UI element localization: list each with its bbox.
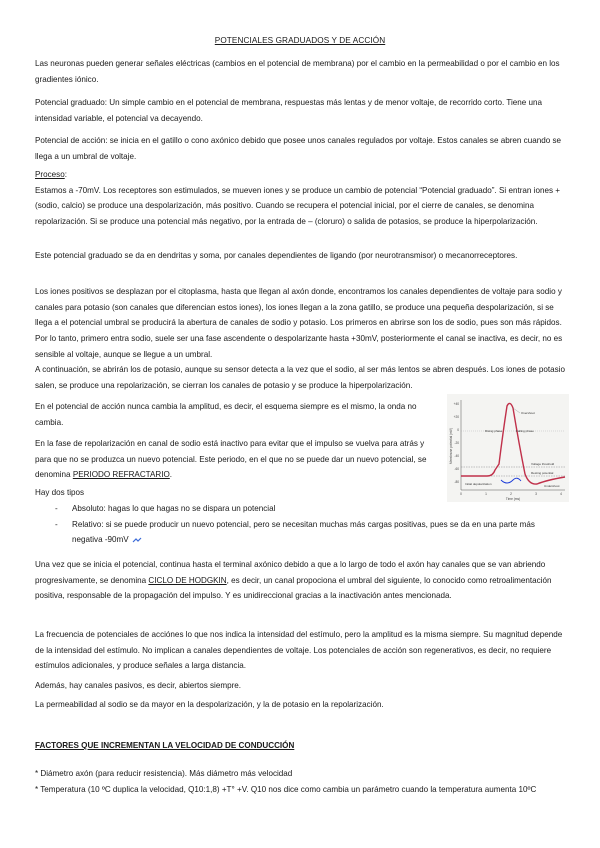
permeability-paragraph: La permeabilidad al sodio se da mayor en la despolarización, y la de potasio en la repolarización. xyxy=(35,700,384,709)
initial-depolarization-label: Initial depolarization xyxy=(465,482,492,486)
falling-phase-label: Falling phase xyxy=(516,429,534,433)
factor-temperature: * Temperatura (10 ºC duplica la velocidad, Q10:1,8) +T° +V. Q10 nos dice como cambia un parámetro cuando la temperatura aumenta 10ºC xyxy=(35,785,537,794)
graded-location-paragraph: Este potencial graduado se da en dendritas y soma, por canales dependientes de ligando (por neurotransmisor) o mecanorreceptores. xyxy=(35,251,518,260)
hodgkin-paragraph: Una vez que se inicia el potencial, continua hasta el terminal axónico debido a que a lo largo de todo el axón hay canales que se van abriendo progresivamente, se denomina CICLO DE HODGKIN, es decir, un canal propociona el umbral del siguiente, lo conocido como retroalimentación positiva, responsable de la propagación del impulso. Y es unidireccional gracias a la inactivación antes mencionada. xyxy=(35,560,552,601)
process-heading: Proceso xyxy=(35,170,65,179)
refractory-term: PERIODO REFRACTARIO xyxy=(72,470,170,480)
refractory-paragraph: En la fase de repolarización en canal de sodio está inactivo para evitar que el impulso se vuelva para atrás y para que no se produzca un nuevo potencial. Este periodo, en el que no se puede dar un nuevo potencial, se denomina PERIODO REFRACTARIO. xyxy=(35,439,427,480)
x-tick-label: 0 xyxy=(460,492,462,496)
frequency-paragraph: La frecuencia de potenciales de acciónes lo que nos indica la intensidad del estímulo, pero la amplitud es la misma siempre. Su magnitud depende de la intensidad del estímulo. No implican a canales dependientes de voltaje. Los potenciales de acción son regenerativos, es decir, no requiere estímulos adicionales, y produce señales a larga distancia. xyxy=(35,630,563,671)
x-tick-label: 3 xyxy=(535,492,537,496)
threshold-label: Voltage threshold xyxy=(531,462,555,466)
hodgkin-term: CICLO DE HODGKIN xyxy=(148,575,227,585)
continuation-paragraph: A continuación, se abrirán los de potasio, aunque su sensor detecta a la vez que el sodio, al ser más lentos se abren después. Los iones de potasio salen, se produce una repolarización, se cierran los canales de potasio y se produce la hiperpolarización. xyxy=(35,365,566,390)
y-tick-label: +40 xyxy=(453,402,459,406)
types-list xyxy=(35,501,567,548)
action-potential-figure xyxy=(447,394,569,502)
positive-ions-paragraph: Los iones positivos se desplazan por el citoplasma, hasta que llegan al axón donde, encontramos los canales dependientes de voltaje para sodio y canales para potasio (son canales que diferencian estos iones), los iones llegan a la zona gatillo, se produce una pequeña despolarización, si se llega a el potencial umbral se producirá la abertura de canales de sodio y potasio. Los primeros en abrirse son los de sodio, pues son más rápidos. Por lo tanto, primero entra sodio, suele ser una fase ascendente o despolarizante hasta +30mV, posteriormente el canal se inactiva, es decir, no es sensible al voltaje, aunque se llegue a un umbral. xyxy=(35,287,563,359)
x-tick-label: 4 xyxy=(560,492,562,496)
process-text: Estamos a -70mV. Los receptores son estimulados, se mueven iones y se produce un cambio de potencial “Potencial graduado”. Si entran iones + (sodio, calcio) se produce una despolarización, más positivo. Cuando se recupera el potencial inicial, por el cierre de canales, se denomina repolarización. Si se produce una potencial más negativo, por la entrada de – (cloruro) o salida de potasios, se produce la hiperpolarización. xyxy=(35,185,560,227)
process-paragraph: Proceso: Estamos a -70mV. Los receptores son estimulados, se mueven iones y se produce un cambio de potencial “Potencial graduado”. Si entran iones + (sodio, calcio) se produce una despolarización, más positivo. Cuando se recupera el potencial inicial, por el cierre de canales, se denomina repolarización. Si se produce una potencial más negativo, por la entrada de – (cloruro) o salida de potasios, se produce la hiperpolarización. xyxy=(35,170,560,227)
y-tick-label: -80 xyxy=(454,480,459,484)
page-title: POTENCIALES GRADUADOS Y DE ACCIÓN xyxy=(214,36,386,45)
y-tick-label: +20 xyxy=(453,415,459,419)
y-tick-label: 0 xyxy=(457,428,459,432)
x-tick-label: 2 xyxy=(510,492,512,496)
undershoot-label: Undershoot xyxy=(544,484,560,488)
x-axis-label: Time (ms) xyxy=(505,497,521,501)
action-definition: Potencial de acción: se inicia en el gatillo o cono axónico debido que posee unos canales regulados por voltaje. Estos canales se abren cuando se llega a un umbral de voltaje. xyxy=(35,136,561,161)
x-tick-label: 1 xyxy=(485,492,487,496)
rising-phase-label: Rising phase xyxy=(485,429,503,433)
graduated-definition: Potencial graduado: Un simple cambio en el potencial de membrana, respuestas más lentas y de menor voltaje, de recorrido corto. Tiene una intensidad variable, el potencial va decayendo. xyxy=(35,98,543,123)
intro-paragraph: Las neuronas pueden generar señales eléctricas (cambios en el potencial de membrana) por el cambio en la permeabilidad o por el cambio en los gradientes iónico. xyxy=(35,59,560,84)
factors-heading: FACTORES QUE INCREMENTAN LA VELOCIDAD DE CONDUCCIÓN xyxy=(35,741,295,750)
y-tick-label: -20 xyxy=(454,441,459,445)
overshoot-label: Overshoot xyxy=(521,411,535,415)
y-tick-label: -40 xyxy=(454,454,459,458)
amplitude-paragraph: En el potencial de acción nunca cambia la amplitud, es decir, el esquema siempre es el mismo, la onda no cambia. xyxy=(35,402,417,427)
list-item: - Absoluto: hagas lo que hagas no se dispara un potencial xyxy=(55,504,276,513)
y-axis-label: Membrane potential (mV) xyxy=(449,428,453,464)
passive-paragraph: Además, hay canales pasivos, es decir, abiertos siempre. xyxy=(35,681,242,690)
factor-diameter: * Diámetro axón (para reducir resistencia). Más diámetro más velocidad xyxy=(35,769,293,778)
types-heading: Hay dos tipos xyxy=(35,488,85,497)
list-item: - Relativo: si se puede producir un nuevo potencial, pero se necesitan muchas más cargas positivas, pues se da en una parte más negativa -90mV xyxy=(55,519,535,545)
y-tick-label: -60 xyxy=(454,467,459,471)
resting-label: Resting potential xyxy=(531,471,554,475)
edit-mark-icon xyxy=(132,537,142,544)
